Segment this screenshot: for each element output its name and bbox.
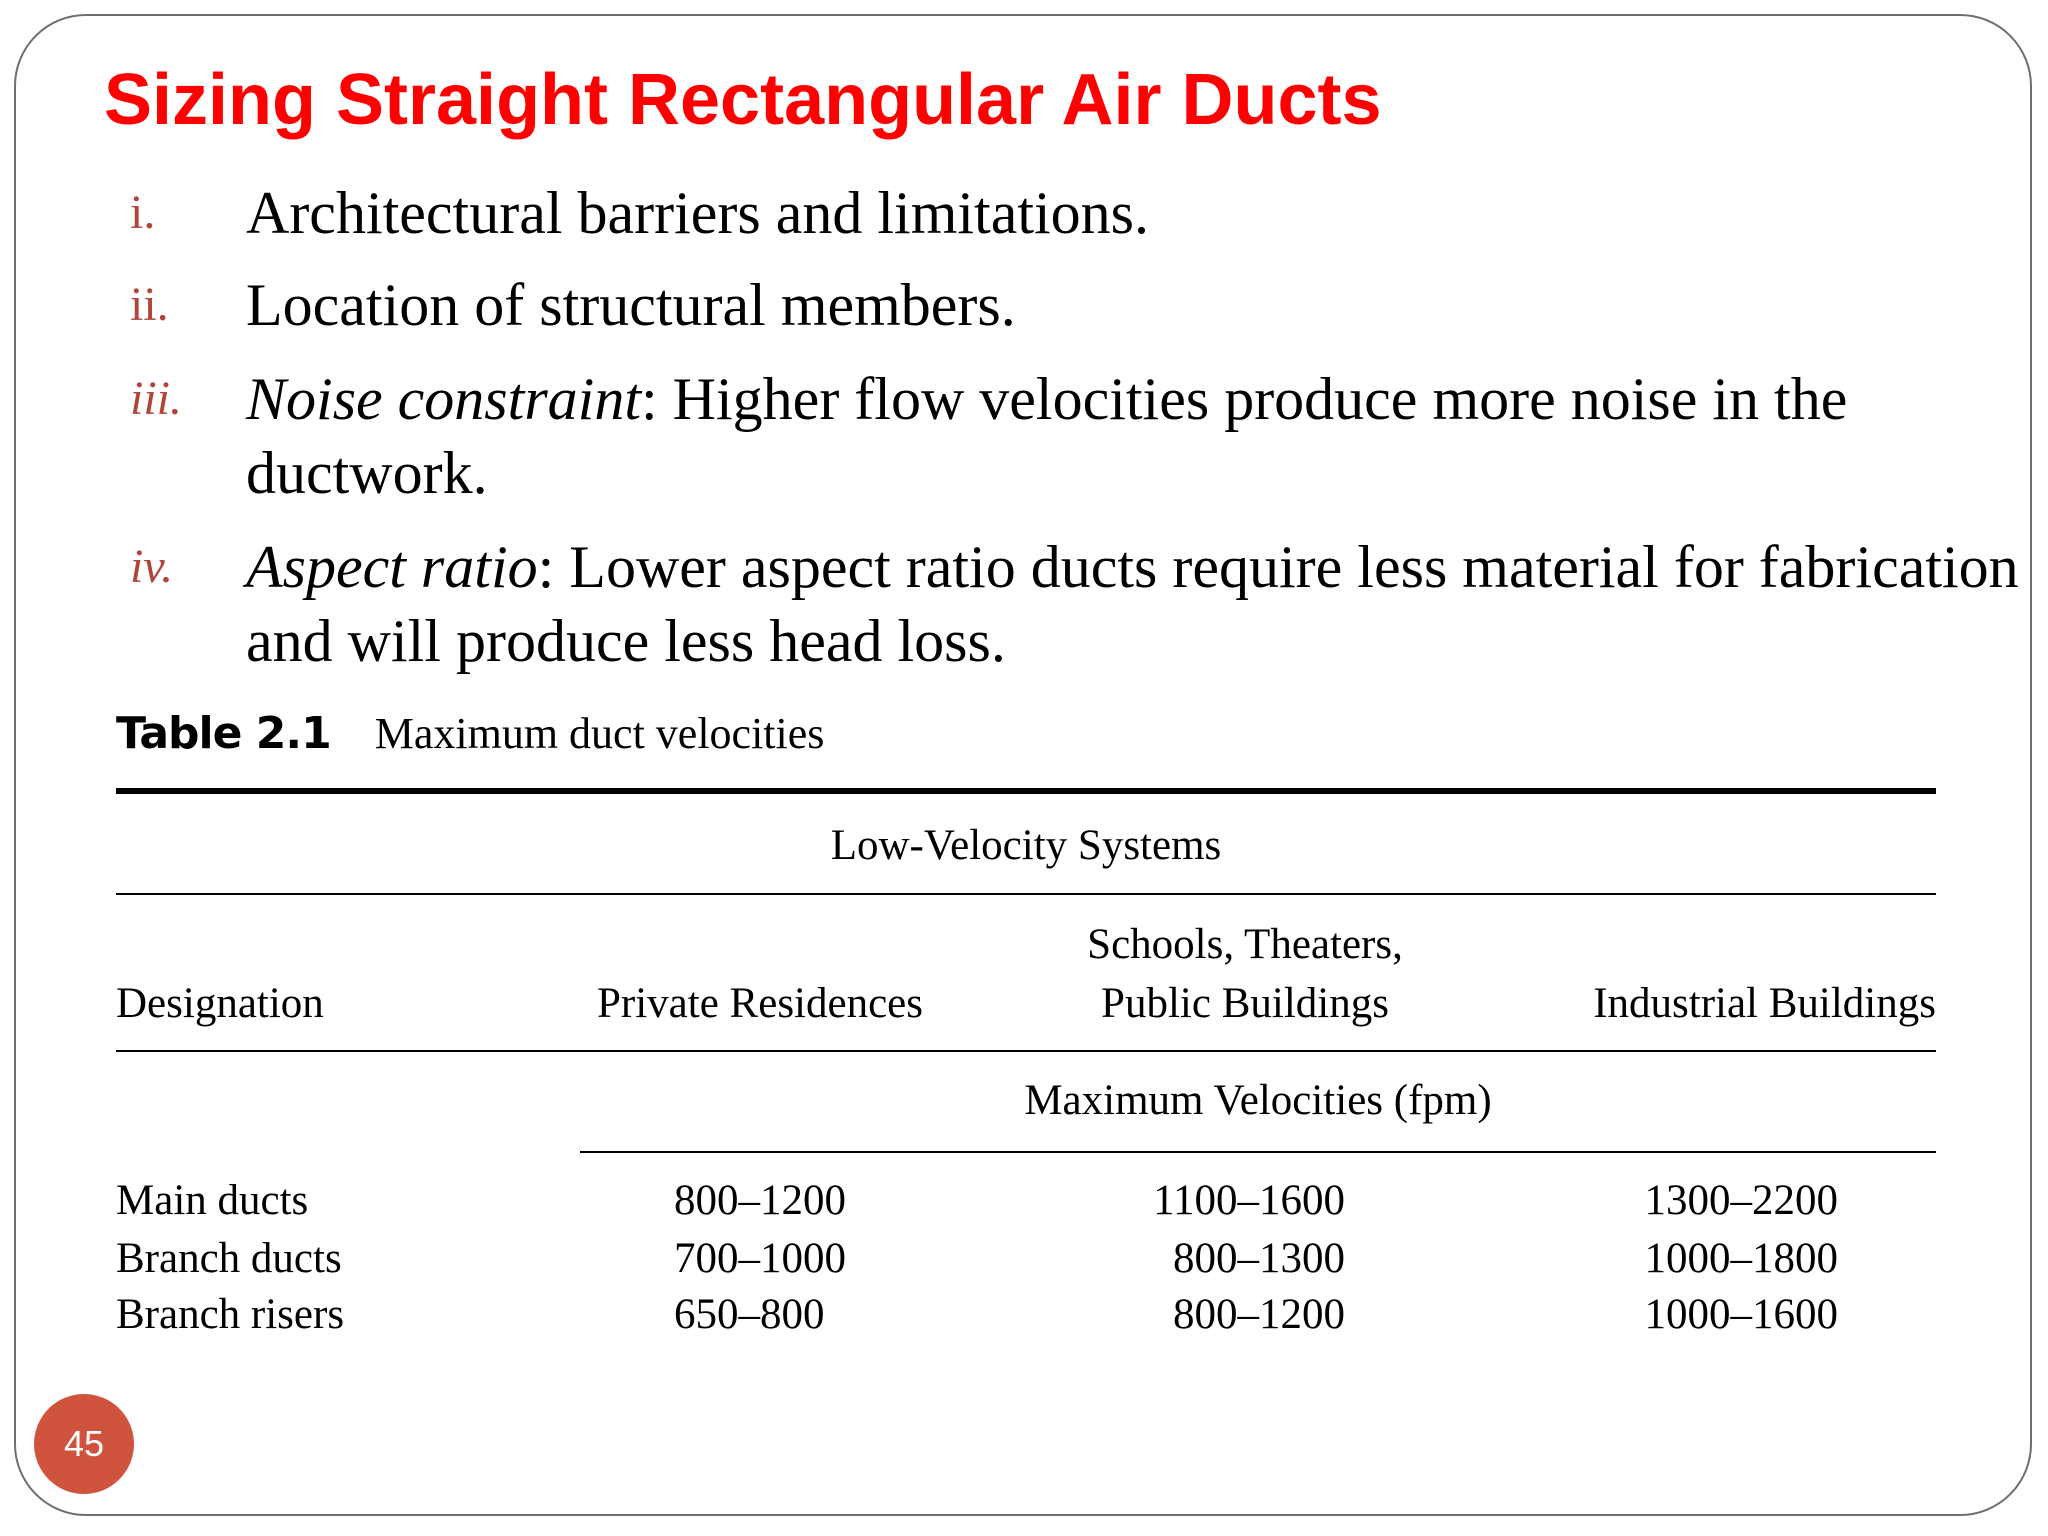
column-header-rule [116, 1050, 1936, 1052]
bullet-number: iii. [130, 372, 183, 425]
slide-title: Sizing Straight Rectangular Air Ducts [104, 60, 1382, 140]
bullet-text: Architectural barriers and limitations. [246, 180, 1150, 246]
row-schools-value: 800–1200 [1173, 1291, 1345, 1338]
subheader-rule [580, 1151, 1936, 1153]
bullet-body: : Higher flow velocities produce more noise in the ductwork. [246, 366, 1848, 506]
column-header-schools-line1: Schools, Theaters, [1087, 921, 1403, 968]
column-header-industrial-buildings: Industrial Buildings [1593, 980, 1936, 1027]
group-header-rule [116, 893, 1936, 895]
bullet-number: ii. [130, 278, 169, 331]
column-header-private-residences: Private Residences [597, 980, 923, 1027]
table-caption-label: Table 2.1 [116, 708, 331, 759]
bullet-number: i. [130, 186, 156, 239]
bullet-text [246, 362, 2036, 510]
subheader-max-velocities: Maximum Velocities (fpm) [1024, 1077, 1492, 1124]
group-header: Low-Velocity Systems [830, 822, 1222, 869]
row-private-value: 700–1000 [674, 1235, 846, 1282]
table-top-rule [116, 788, 1936, 794]
row-designation: Branch ducts [116, 1235, 342, 1282]
bullet-term: Aspect ratio [246, 534, 538, 600]
page-number-badge: 45 [34, 1394, 134, 1494]
column-header-schools-line2: Public Buildings [1101, 980, 1389, 1027]
column-header-designation: Designation [116, 980, 324, 1027]
row-industrial-value: 1000–1800 [1644, 1235, 1838, 1282]
bullet-term: Noise constraint [246, 366, 642, 432]
row-industrial-value: 1300–2200 [1644, 1177, 1838, 1224]
row-private-value: 800–1200 [674, 1177, 846, 1224]
bullet-number: iv. [130, 540, 174, 593]
bullet-body: : Lower aspect ratio ducts require less material for fabrication and will produce less head loss. [246, 534, 2019, 674]
table-caption-title: Maximum duct velocities [374, 709, 825, 758]
row-schools-value: 1100–1600 [1153, 1177, 1345, 1224]
row-designation: Branch risers [116, 1291, 345, 1338]
bullet-text [246, 530, 2036, 678]
bullet-text: Location of structural members. [246, 272, 1016, 338]
row-private-value: 650–800 [674, 1291, 825, 1338]
table-caption [116, 708, 824, 759]
row-industrial-value: 1000–1600 [1644, 1291, 1838, 1338]
row-designation: Main ducts [116, 1177, 309, 1224]
row-schools-value: 800–1300 [1173, 1235, 1345, 1282]
